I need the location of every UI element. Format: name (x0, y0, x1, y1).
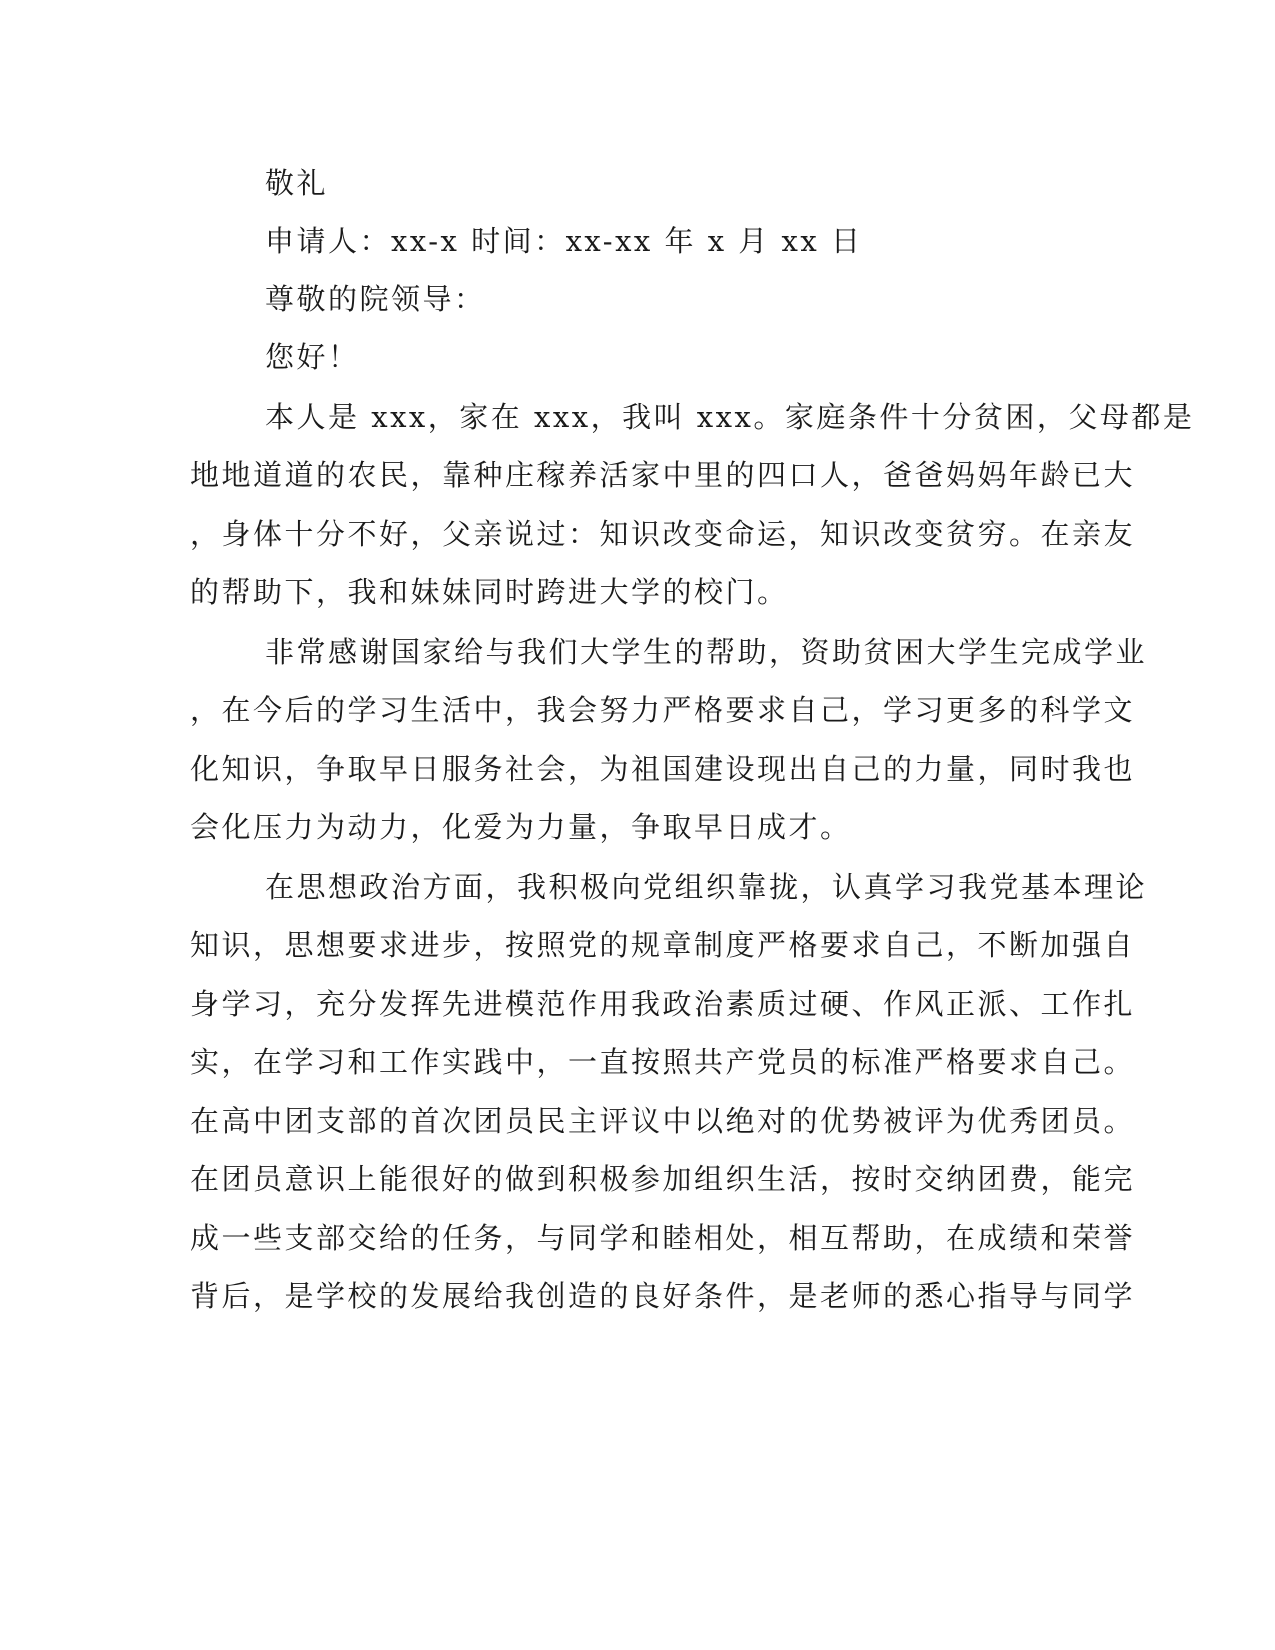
greeting-line: 您好！ (265, 340, 360, 374)
paragraph-3-line-3: 身学习，充分发挥先进模范作用我政治素质过硬、作风正派、工作扎 (190, 987, 1136, 1021)
paragraph-1-line-3: ，身体十分不好，父亲说过：知识改变命运，知识改变贫穷。在亲友 (190, 517, 1136, 551)
paragraph-3-line-8: 背后，是学校的发展给我创造的良好条件，是老师的悉心指导与同学 (190, 1279, 1136, 1313)
paragraph-2-line-2: ，在今后的学习生活中，我会努力严格要求自己，学习更多的科学文 (190, 693, 1136, 727)
paragraph-3-line-2: 知识，思想要求进步，按照党的规章制度严格要求自己，不断加强自 (190, 928, 1136, 962)
paragraph-3-line-7: 成一些支部交给的任务，与同学和睦相处，相互帮助，在成绩和荣誉 (190, 1221, 1136, 1255)
paragraph-2-line-4: 会化压力为动力，化爱为力量，争取早日成才。 (190, 810, 852, 844)
paragraph-3-line-5: 在高中团支部的首次团员民主评议中以绝对的优势被评为优秀团员。 (190, 1104, 1136, 1138)
salutation-line: 尊敬的院领导： (265, 282, 486, 316)
paragraph-2-line-3: 化知识，争取早日服务社会，为祖国建设现出自己的力量，同时我也 (190, 752, 1136, 786)
paragraph-1-line-2: 地地道道的农民，靠种庄稼养活家中里的四口人，爸爸妈妈年龄已大 (190, 458, 1136, 492)
paragraph-1-line-1: 本人是 xxx，家在 xxx，我叫 xxx。家庭条件十分贫困，父母都是 (265, 400, 1195, 434)
paragraph-2-line-1: 非常感谢国家给与我们大学生的帮助，资助贫困大学生完成学业 (265, 635, 1148, 669)
signature-line: 申请人：xx-x 时间：xx-xx 年 x 月 xx 日 (265, 224, 863, 258)
closing-line: 敬礼 (265, 166, 329, 200)
paragraph-3-line-6: 在团员意识上能很好的做到积极参加组织生活，按时交纳团费，能完 (190, 1162, 1136, 1196)
paragraph-3-line-1: 在思想政治方面，我积极向党组织靠拢，认真学习我党基本理论 (265, 870, 1148, 904)
paragraph-3-line-4: 实，在学习和工作实践中，一直按照共产党员的标准严格要求自己。 (190, 1045, 1136, 1079)
paragraph-1-line-4: 的帮助下，我和妹妹同时跨进大学的校门。 (190, 575, 789, 609)
